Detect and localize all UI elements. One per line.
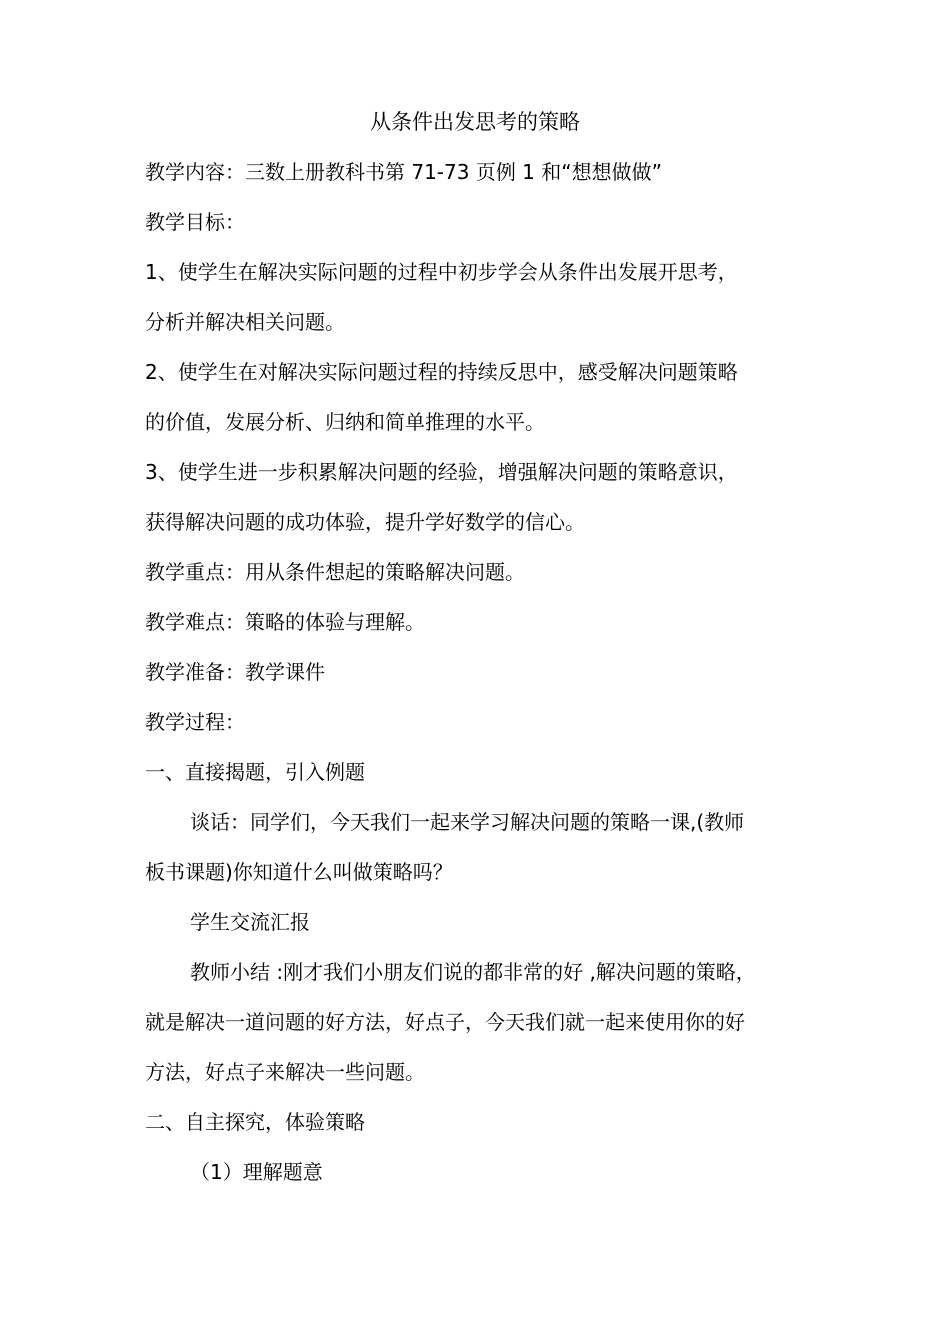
teacher-summary-line-2: 就是解决一道问题的好方法，好点子，今天我们就一起来使用你的好 <box>145 1010 745 1034</box>
goal-3-line-2: 获得解决问题的成功体验，提升学好数学的信心。 <box>145 510 585 534</box>
teaching-key-point: 教学重点：用从条件想起的策略解决问题。 <box>145 560 525 584</box>
document-title: 从条件出发思考的策略 <box>370 110 580 134</box>
dialogue-line-2: 板书课题)你知道什么叫做策略吗？ <box>145 860 453 884</box>
section-1-heading: 一、直接揭题，引入例题 <box>145 760 365 784</box>
teaching-goals-heading: 教学目标： <box>145 210 245 234</box>
teacher-summary-line-1: 教师小结 :刚才我们小朋友们说的都非常的好 ,解决问题的策略， <box>190 960 756 984</box>
teaching-content-line: 教学内容：三数上册教科书第 71-73 页例 1 和“想想做做” <box>145 160 662 184</box>
subsection-1-heading: （1）理解题意 <box>190 1160 323 1184</box>
section-2-heading: 二、自主探究，体验策略 <box>145 1110 365 1134</box>
teacher-summary-line-3: 方法，好点子来解决一些问题。 <box>145 1060 425 1084</box>
teaching-difficulty: 教学难点：策略的体验与理解。 <box>145 610 425 634</box>
goal-2-line-1: 2、使学生在对解决实际问题过程的持续反思中，感受解决问题策略 <box>145 360 738 384</box>
dialogue-line-1: 谈话：同学们，今天我们一起来学习解决问题的策略一课,(教师 <box>190 810 745 834</box>
goal-1-line-2: 分析并解决相关问题。 <box>145 310 345 334</box>
goal-1-line-1: 1、使学生在解决实际问题的过程中初步学会从条件出发展开思考， <box>145 260 738 284</box>
teaching-process-heading: 教学过程： <box>145 710 245 734</box>
student-report-line: 学生交流汇报 <box>190 910 310 934</box>
goal-2-line-2: 的价值，发展分析、归纳和简单推理的水平。 <box>145 410 545 434</box>
goal-3-line-1: 3、使学生进一步积累解决问题的经验，增强解决问题的策略意识， <box>145 460 738 484</box>
teaching-preparation: 教学准备：教学课件 <box>145 660 325 684</box>
